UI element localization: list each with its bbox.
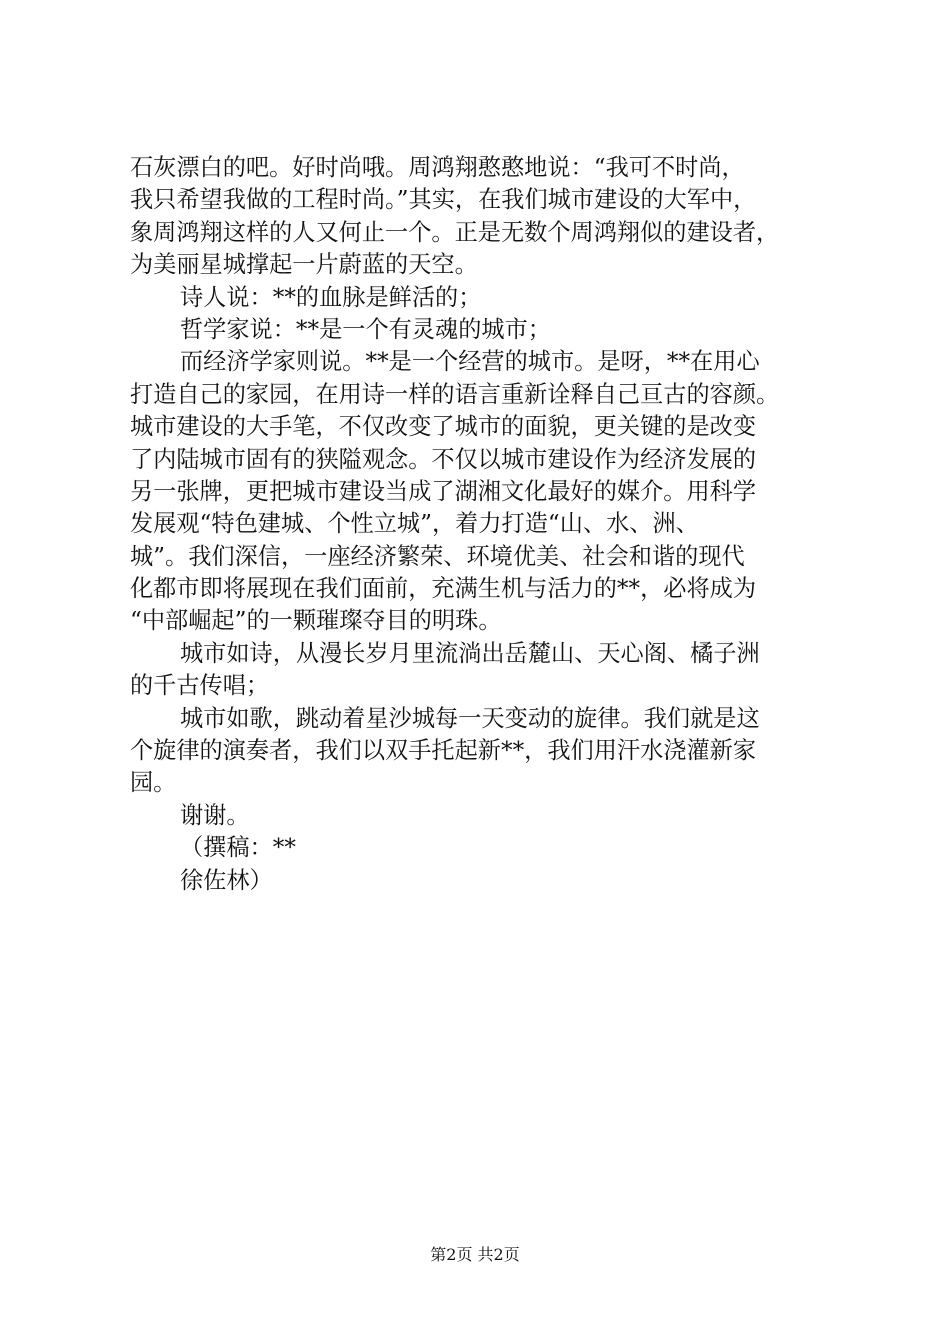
text-line: 象周鸿翔这样的人又何止一个。正是无数个周鸿翔似的建设者， bbox=[130, 218, 780, 246]
text-line: 化都市即将展现在我们面前，充满生机与活力的**，必将成为 bbox=[130, 575, 757, 603]
text-line: 诗人说：**的血脉是鲜活的； bbox=[180, 283, 482, 311]
text-line: 我只希望我做的工程时尚。”其实，在我们城市建设的大军中， bbox=[130, 186, 757, 214]
text-line: 谢谢。 bbox=[180, 801, 250, 829]
text-line: 石灰漂白的吧。好时尚哦。周鸿翔憨憨地说：“我可不时尚， bbox=[130, 154, 745, 181]
text-line: 而经济学家则说。**是一个经营的城市。是呀，**在用心 bbox=[180, 348, 760, 376]
text-line: 另一张牌，更把城市建设当成了湖湘文化最好的媒介。用科学 bbox=[130, 477, 757, 505]
text-line: 城市建设的大手笔，不仅改变了城市的面貌，更关键的是改变 bbox=[130, 413, 757, 441]
text-line: 徐佐林） bbox=[180, 866, 273, 894]
text-line: 为美丽星城撑起一片蔚蓝的天空。 bbox=[130, 251, 478, 279]
text-line: 城市如歌，跳动着星沙城每一天变动的旋律。我们就是这 bbox=[180, 704, 760, 732]
text-line: 打造自己的家园，在用诗一样的语言重新诠释自己亘古的容颜。 bbox=[130, 380, 780, 408]
page-number-footer: 第2页 共2页 bbox=[430, 1245, 520, 1264]
text-line: 哲学家说：**是一个有灵魂的城市； bbox=[180, 315, 551, 343]
text-line: “中部崛起”的一颗璀璨夺目的明珠。 bbox=[130, 607, 502, 635]
text-line: 发展观“特色建城、个性立城”，着力打造“山、水、洲、 bbox=[130, 510, 699, 538]
text-line: 园。 bbox=[130, 769, 177, 797]
text-line: 个旋律的演奏者，我们以双手托起新**，我们用汗水浇灌新家 bbox=[130, 737, 757, 765]
text-line: 了内陆城市固有的狭隘观念。不仅以城市建设作为经济发展的 bbox=[130, 445, 757, 473]
text-line: 城市如诗，从漫长岁月里流淌出岳麓山、天心阁、橘子洲 bbox=[180, 639, 760, 667]
text-line: 城”。我们深信，一座经济繁荣、环境优美、社会和谐的现代 bbox=[130, 542, 745, 570]
text-line: 的千古传唱； bbox=[130, 672, 270, 700]
text-line: （撰稿：** bbox=[180, 834, 296, 862]
document-body bbox=[130, 152, 830, 897]
